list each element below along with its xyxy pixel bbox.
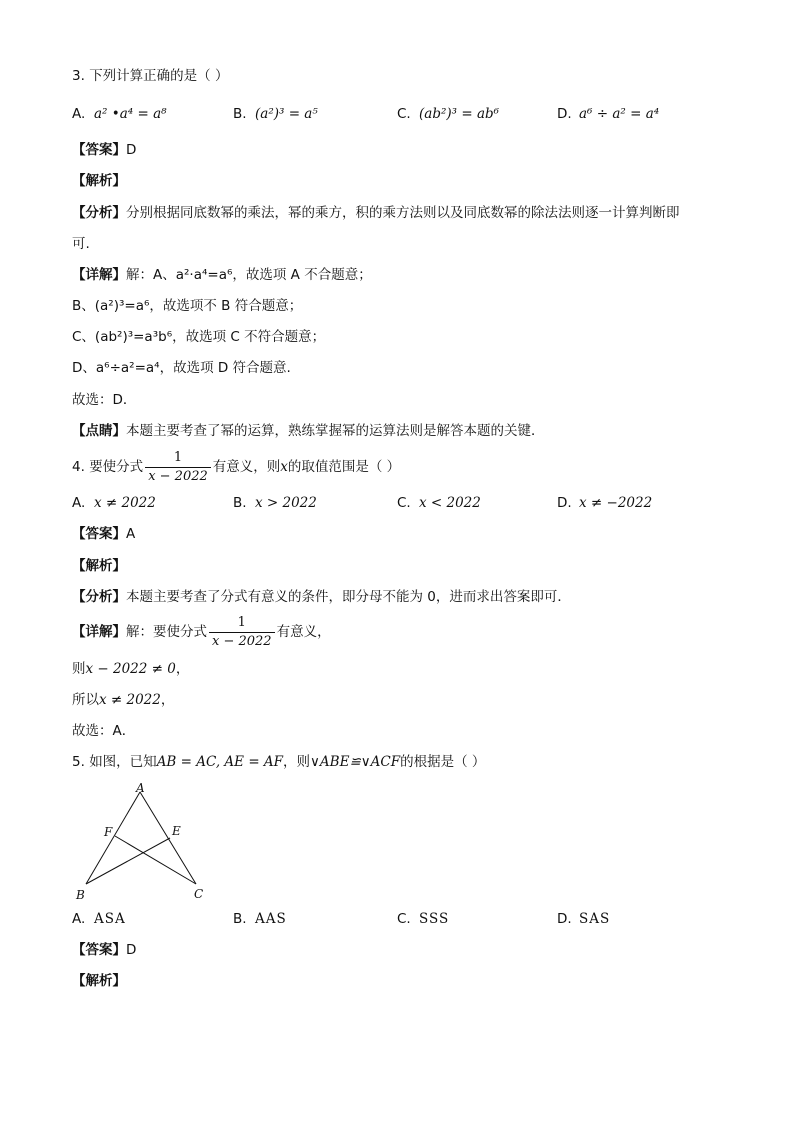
q3-choice: 故选：D． xyxy=(72,392,137,408)
label-e: E xyxy=(172,824,181,838)
q4-option-b: B. x > 2022 xyxy=(233,495,317,511)
q3-stem-text: 下列计算正确的是（ ） xyxy=(89,68,229,84)
q4-answer: 【答案】A xyxy=(72,526,136,542)
q4-fraction: $\frac{1}{x - 2022}$ xyxy=(145,449,211,486)
q5-answer: 【答案】D xyxy=(72,942,137,958)
q4-detail-fraction: $\frac{1}{x - 2022}$ xyxy=(209,614,275,651)
segment-cf xyxy=(115,836,196,884)
q5-option-a: A. ASA xyxy=(72,911,126,927)
q3-comment: 【点睛】本题主要考查了幂的运算，熟练掌握幂的运算法则是解答本题的关键． xyxy=(72,423,545,439)
segment-ab xyxy=(86,792,140,884)
q4-step2: 所以x ≠ 2022， xyxy=(72,692,175,708)
q4-step1: 则x − 2022 ≠ 0， xyxy=(72,661,190,677)
q3-answer xyxy=(72,140,136,160)
q5-option-b: B. AAS xyxy=(233,911,287,927)
triangle-figure xyxy=(72,780,222,904)
answer-tag: 【答案】 xyxy=(72,142,126,158)
q3-number: 3. xyxy=(72,68,85,84)
q4-stem: 4. 要使分式 $\frac{1}{x - 2022}$ 有意义，则x的取值范围是（ ） xyxy=(72,449,401,484)
q5-analysis-heading: 【解析】 xyxy=(72,973,126,989)
q3-fenxi: 【分析】分别根据同底数幂的乘法，幂的乘方，积的乘方法则以及同底数幂的除法法则逐一计算判断即 xyxy=(72,205,680,221)
q4-analysis-heading: 【解析】 xyxy=(72,558,126,574)
answer-value: D xyxy=(126,142,137,158)
q4-detail: 【详解】解：要使分式 $\frac{1}{x - 2022}$ 有意义， xyxy=(72,614,331,649)
q4-option-c: C. x < 2022 xyxy=(397,495,481,511)
q3-option-c: C. (ab²)³ = ab⁶ xyxy=(397,106,500,122)
q5-option-d: D. SAS xyxy=(557,911,611,927)
q4-option-a: A. x ≠ 2022 xyxy=(72,495,156,511)
q5-stem: 5. 如图，已知AB = AC, AE = AF，则∨ABE≌∨ACF的根据是（ ） xyxy=(72,754,486,770)
label-c: C xyxy=(194,887,204,901)
q3-stem xyxy=(72,66,228,86)
segment-ac xyxy=(140,792,196,884)
q3-detail-2: B、(a²)³=a⁶，故选项不 B 符合题意； xyxy=(72,298,303,314)
q3-detail-3: C、(ab²)³=a³b⁶，故选项 C 不符合题意； xyxy=(72,329,326,345)
q3-detail-1: 【详解】解：A、a²·a⁴=a⁶，故选项 A 不合题意； xyxy=(72,267,372,283)
q3-option-b: B. (a²)³ = a⁵ xyxy=(233,106,318,122)
q4-fenxi: 【分析】本题主要考查了分式有意义的条件，即分母不能为 0，进而求出答案即可． xyxy=(72,589,571,605)
label-f: F xyxy=(104,825,113,839)
q3-option-a: A. a² •a⁴ = a⁸ xyxy=(72,106,167,122)
q4-choice: 故选：A． xyxy=(72,723,136,739)
q3-option-d: D. a⁶ ÷ a² = a⁴ xyxy=(557,106,660,122)
q3-fenxi-cont: 可. xyxy=(72,236,90,252)
q4-option-d: D. x ≠ −2022 xyxy=(557,495,653,511)
label-b: B xyxy=(76,888,85,902)
q5-option-c: C. SSS xyxy=(397,911,450,927)
q3-analysis-heading: 【解析】 xyxy=(72,173,126,189)
q3-detail-4: D、a⁶÷a²=a⁴，故选项 D 符合题意. xyxy=(72,360,291,376)
label-a: A xyxy=(136,781,145,795)
